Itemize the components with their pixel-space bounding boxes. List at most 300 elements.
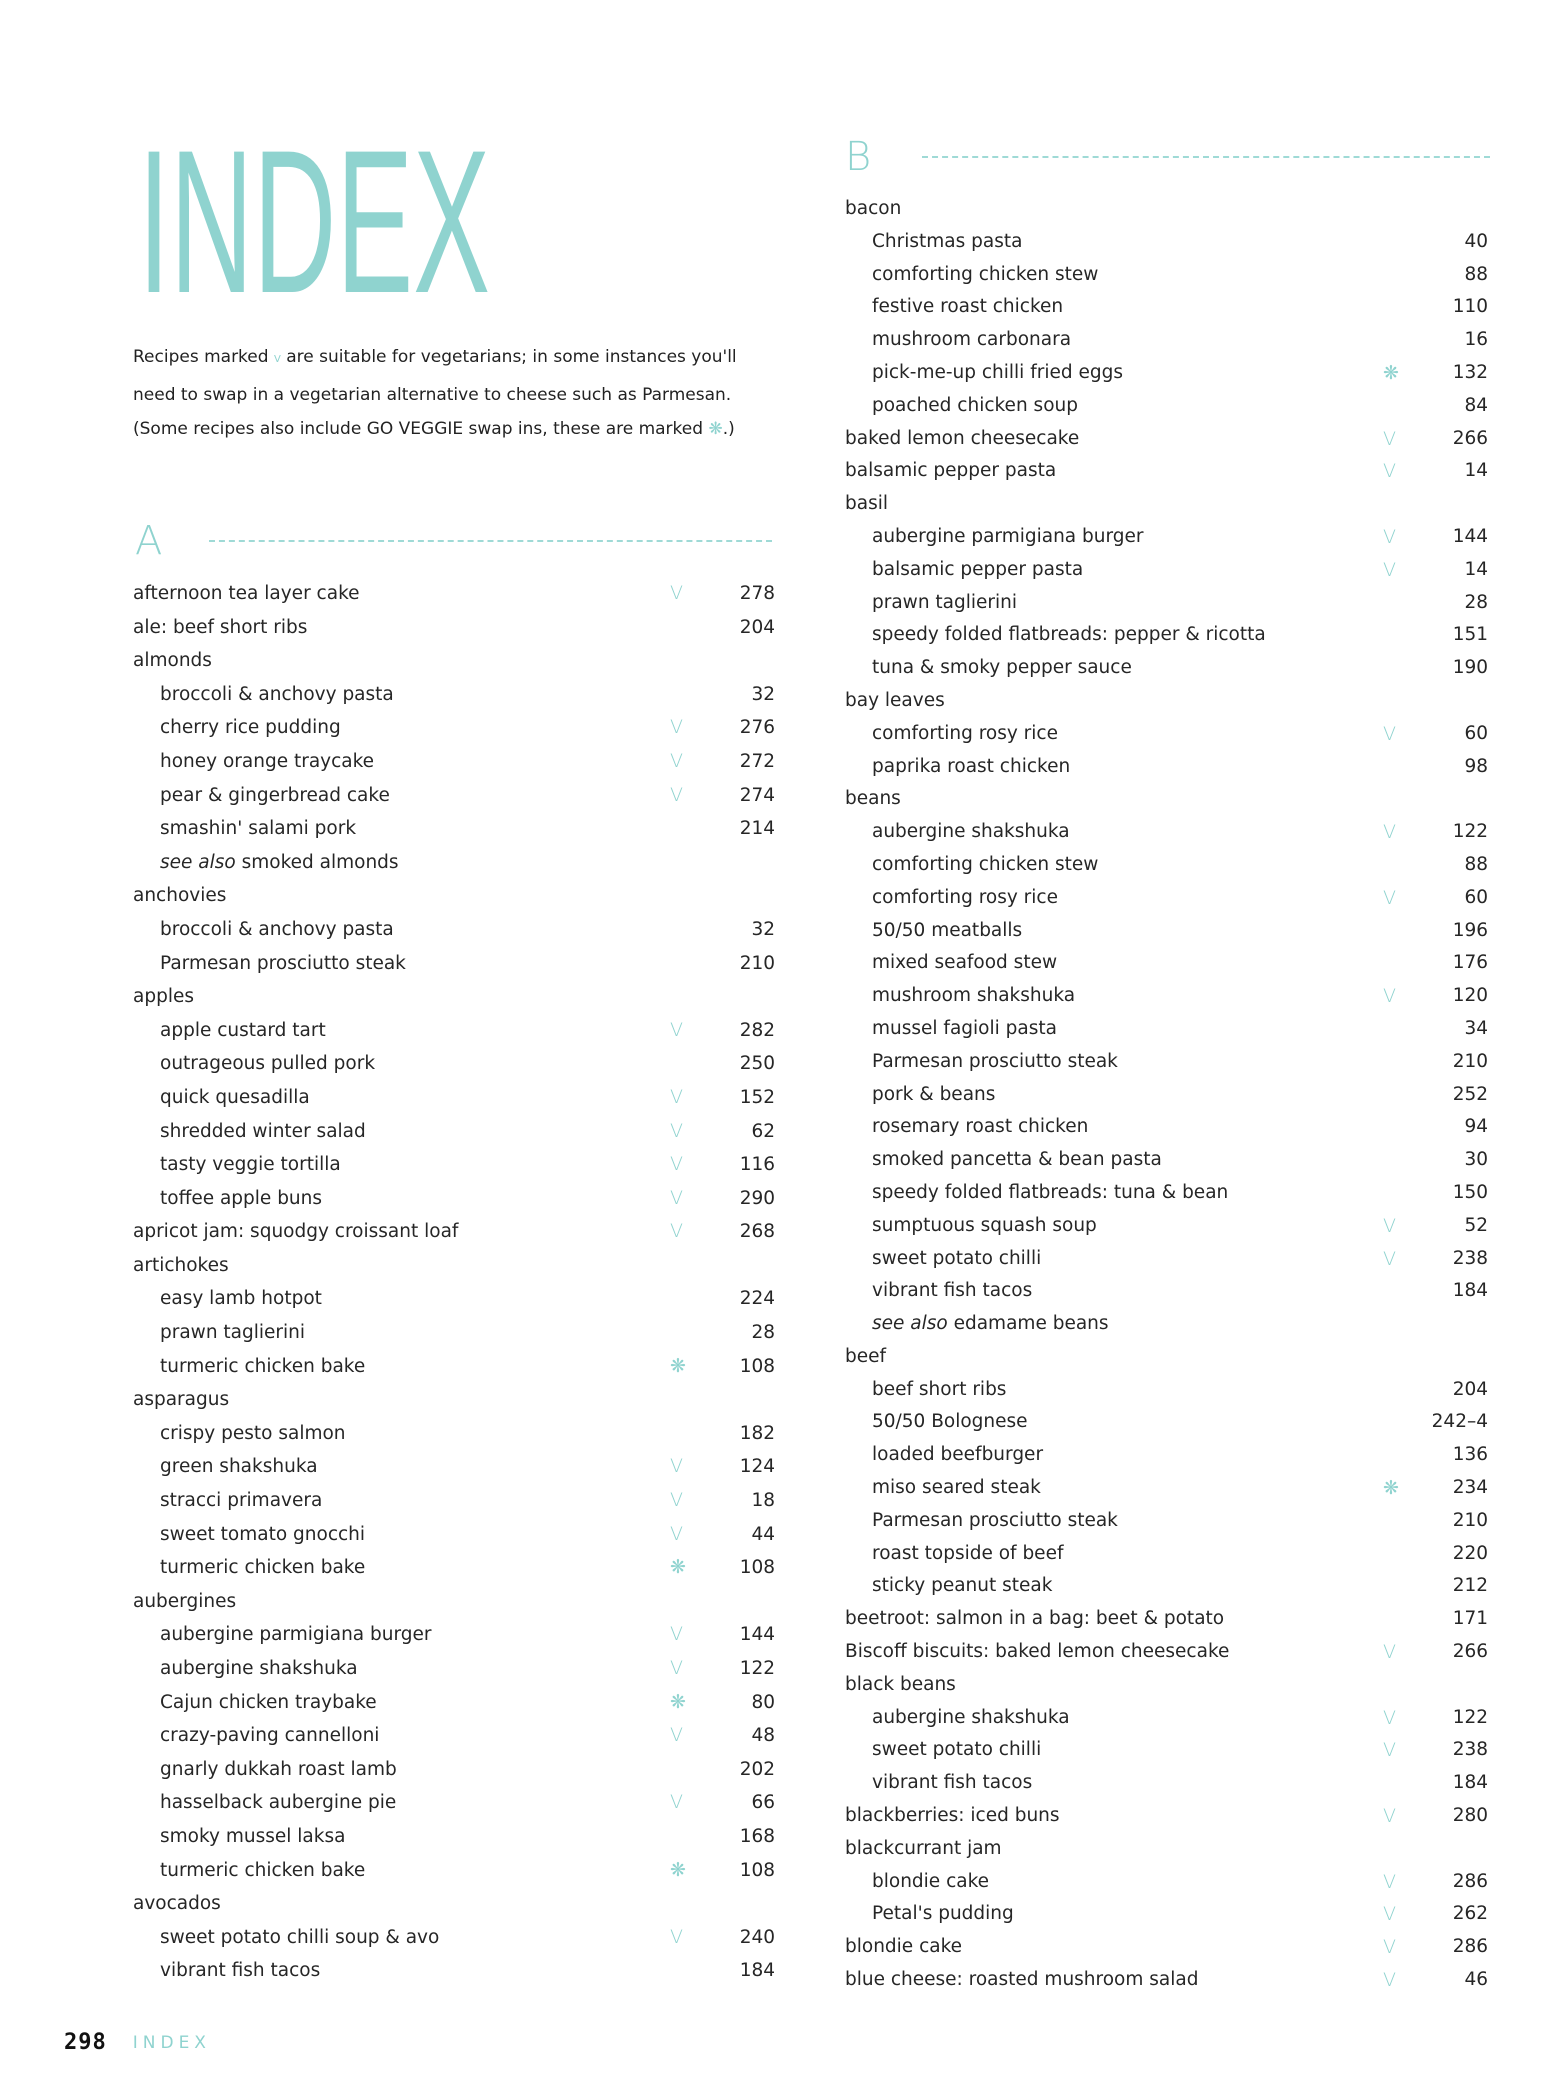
entry-name: apricot jam: squodgy croissant loaf — [133, 1221, 459, 1243]
entry-name: blondie cake — [845, 1936, 963, 1958]
entry-name: avocados — [133, 1893, 221, 1915]
index-subentry — [845, 1505, 1488, 1538]
page-reference: 210 — [1452, 1509, 1488, 1531]
page-reference: 48 — [751, 1725, 775, 1747]
vegetarian-mark-icon: V — [1383, 821, 1396, 844]
page-reference: 282 — [739, 1019, 775, 1041]
index-subentry — [845, 587, 1488, 620]
section-heading-b — [845, 134, 1490, 180]
intro-text — [133, 340, 773, 447]
entry-name: mussel fagioli pasta — [872, 1017, 1057, 1039]
entry-name: almonds — [133, 650, 212, 672]
index-subentry — [133, 812, 775, 846]
intro-text-part: are suitable for vegetarians; in some instances you'll — [280, 347, 737, 367]
vegetarian-mark-icon: V — [670, 1657, 683, 1679]
page-reference: 136 — [1452, 1444, 1488, 1466]
page-footer — [64, 2030, 211, 2055]
vegetarian-mark-icon: V — [670, 1724, 683, 1747]
entry-name: 50/50 Bolognese — [872, 1411, 1028, 1433]
entry-name: aubergine shakshuka — [872, 1706, 1070, 1728]
page-reference: 84 — [1464, 394, 1488, 416]
vegetarian-mark-icon: V — [670, 1522, 683, 1545]
page-reference: 168 — [739, 1825, 775, 1847]
index-subentry — [133, 1954, 775, 1988]
entry-name: shredded winter salad — [160, 1120, 366, 1142]
page-reference: 122 — [739, 1658, 775, 1679]
entry-name: quick quesadilla — [160, 1086, 310, 1108]
intro-text-part: Recipes marked — [133, 347, 274, 367]
entry-name: gnarly dukkah roast lamb — [160, 1758, 397, 1780]
index-subentry — [133, 1115, 775, 1149]
intro-line-3 — [133, 412, 773, 447]
page-reference: 220 — [1452, 1542, 1488, 1564]
vegetarian-mark-icon: V — [1383, 1903, 1396, 1926]
vegetarian-mark-icon: V — [670, 1623, 683, 1646]
page-reference: 202 — [739, 1758, 775, 1780]
page-reference: 32 — [751, 683, 775, 705]
index-subentry — [133, 947, 775, 981]
entry-name: beans — [845, 788, 901, 810]
entry-name: loaded beefburger — [872, 1444, 1044, 1466]
entry-name: speedy folded flatbreads: pepper & ricotta — [872, 624, 1266, 646]
entry-name: hasselback aubergine pie — [160, 1792, 397, 1814]
vegetarian-mark-icon: V — [670, 1220, 683, 1243]
index-entry — [133, 611, 775, 645]
vegetarian-mark-icon: V — [1383, 985, 1396, 1008]
page-reference: 262 — [1452, 1903, 1488, 1925]
index-subentry — [845, 1308, 1488, 1341]
entry-name: comforting chicken stew — [872, 263, 1099, 285]
page-reference: 98 — [1464, 755, 1488, 777]
entry-name — [160, 846, 399, 880]
entry-name: aubergine shakshuka — [872, 821, 1070, 843]
entry-name: beef — [845, 1345, 887, 1367]
page-reference: 88 — [1464, 853, 1488, 875]
index-subentry — [845, 324, 1488, 357]
vegetarian-mark-icon: V — [670, 1119, 683, 1142]
page-reference: 268 — [739, 1221, 775, 1243]
entry-name: mushroom carbonara — [872, 329, 1072, 351]
page-reference: 16 — [1464, 329, 1488, 351]
see-also-target: smoked almonds — [235, 851, 399, 873]
page-reference: 116 — [739, 1154, 775, 1176]
index-subentry — [845, 947, 1488, 980]
entry-name: mushroom shakshuka — [872, 985, 1076, 1007]
page-reference: 274 — [739, 784, 775, 806]
entry-name — [872, 1308, 1109, 1341]
page-reference: 28 — [1464, 591, 1488, 613]
entry-name: festive roast chicken — [872, 296, 1064, 318]
page-reference: 110 — [1452, 296, 1488, 318]
page-reference: 250 — [739, 1053, 775, 1075]
page-reference: 46 — [1464, 1969, 1488, 1991]
intro-text-part: (Some recipes also include GO VEGGIE swap ins, these are marked — [133, 419, 709, 439]
page-reference: 52 — [1464, 1214, 1488, 1236]
index-subentry — [133, 1551, 775, 1585]
entry-name: toffee apple buns — [160, 1187, 323, 1209]
index-subentry — [845, 751, 1488, 784]
index-subentry — [845, 1177, 1488, 1210]
index-subentry — [133, 1753, 775, 1787]
entry-name: pick-me-up chilli fried eggs — [872, 361, 1123, 383]
entry-name: roast topside of beef — [872, 1542, 1064, 1564]
page-reference: 34 — [1464, 1017, 1488, 1039]
entry-name: ale: beef short ribs — [133, 616, 308, 638]
index-subentry — [133, 846, 775, 880]
intro-line-1 — [133, 340, 773, 378]
index-entry — [845, 1603, 1488, 1636]
entry-name: sweet tomato gnocchi — [160, 1523, 366, 1545]
index-subentry — [133, 1148, 775, 1182]
page-reference: 286 — [1452, 1870, 1488, 1892]
index-subentry — [133, 1417, 775, 1451]
index-subentry — [845, 718, 1488, 751]
entry-name: sticky peanut steak — [872, 1575, 1053, 1597]
page-reference: 66 — [751, 1792, 775, 1814]
index-subentry — [133, 1014, 775, 1048]
page-reference: 212 — [1452, 1575, 1488, 1597]
entry-name: aubergine parmigiana burger — [872, 525, 1144, 547]
entry-name: apples — [133, 986, 194, 1008]
entry-name: Cajun chicken traybake — [160, 1691, 377, 1713]
index-subentry — [845, 1013, 1488, 1046]
index-subentry — [845, 1079, 1488, 1112]
entry-name: smashin' salami pork — [160, 818, 357, 840]
entry-name: pork & beans — [872, 1083, 996, 1105]
index-subentry — [845, 1275, 1488, 1308]
page-reference: 280 — [1452, 1805, 1488, 1827]
vegetarian-mark-icon: V — [670, 1489, 683, 1512]
index-subentry — [133, 1652, 775, 1686]
page-reference: 120 — [1452, 985, 1488, 1007]
page-reference: 210 — [739, 952, 775, 974]
intro-text-part: .) — [722, 419, 735, 439]
index-entry — [133, 577, 775, 611]
index-entry — [133, 1887, 775, 1921]
index-entry — [133, 879, 775, 913]
index-subentry — [133, 1618, 775, 1652]
index-entry — [845, 1636, 1488, 1669]
index-subentry — [845, 1538, 1488, 1571]
index-subentry — [133, 711, 775, 745]
index-entry — [133, 1249, 775, 1283]
page-reference: 132 — [1452, 361, 1488, 383]
entry-name: easy lamb hotpot — [160, 1288, 322, 1310]
entry-name: Parmesan prosciutto steak — [872, 1509, 1118, 1531]
page-reference: 152 — [739, 1086, 775, 1108]
entry-name: bacon — [845, 198, 902, 219]
index-subentry — [133, 779, 775, 813]
index-subentry — [845, 1111, 1488, 1144]
index-entry — [845, 1833, 1488, 1866]
vegetarian-mark-icon: V — [1383, 460, 1396, 483]
vegetarian-mark-icon: V — [1383, 1805, 1396, 1828]
page-reference: 108 — [739, 1859, 775, 1881]
page-reference: 14 — [1464, 558, 1488, 580]
page-reference: 240 — [739, 1926, 775, 1948]
index-subentry — [845, 619, 1488, 652]
index-subentry — [133, 1719, 775, 1753]
page-reference: 40 — [1464, 230, 1488, 252]
entry-name: blackcurrant jam — [845, 1837, 1002, 1859]
entry-name: beetroot: salmon in a bag: beet & potato — [845, 1608, 1225, 1630]
page-reference: 171 — [1452, 1608, 1488, 1630]
index-subentry — [133, 1350, 775, 1384]
vegetarian-mark-icon: V — [1383, 722, 1396, 745]
entry-name: asparagus — [133, 1389, 230, 1411]
vegetarian-mark-icon: V — [273, 354, 281, 365]
index-entry — [845, 1669, 1488, 1702]
page-reference: 204 — [1452, 1378, 1488, 1400]
index-subentry — [133, 1854, 775, 1888]
index-subentry — [133, 678, 775, 712]
vegetarian-mark-icon: V — [670, 1085, 683, 1108]
page-reference: 266 — [1452, 427, 1488, 449]
page-reference: 234 — [1452, 1477, 1488, 1499]
page-reference: 122 — [1452, 821, 1488, 843]
entry-name: vibrant fish tacos — [160, 1960, 321, 1982]
page-reference: 18 — [751, 1490, 775, 1512]
page-reference: 108 — [739, 1557, 775, 1579]
page-reference: 44 — [751, 1523, 775, 1545]
index-subentry — [845, 1898, 1488, 1931]
page-title-text: INDEX — [138, 108, 490, 336]
page-reference: 176 — [1452, 952, 1488, 974]
entry-name: Christmas pasta — [872, 230, 1023, 252]
page-reference: 60 — [1464, 722, 1488, 744]
section-letter: B — [845, 134, 872, 180]
entry-name: anchovies — [133, 885, 227, 907]
page-reference: 286 — [1452, 1936, 1488, 1958]
entry-name: comforting rosy rice — [872, 722, 1058, 744]
entry-name: vibrant fish tacos — [872, 1280, 1033, 1302]
entry-name: mixed seafood stew — [872, 952, 1058, 974]
page-reference: 184 — [1452, 1772, 1488, 1794]
page-reference: 238 — [1452, 1739, 1488, 1761]
index-subentry — [133, 1282, 775, 1316]
go-veggie-mark-icon: ❋ — [670, 1858, 686, 1881]
index-subentry — [845, 1702, 1488, 1735]
go-veggie-mark-icon: ❋ — [670, 1690, 686, 1713]
see-also-target: edamame beans — [947, 1313, 1109, 1335]
entry-name: tasty veggie tortilla — [160, 1154, 341, 1176]
see-also-label: see also — [160, 851, 236, 873]
page-reference: 151 — [1452, 624, 1488, 646]
entry-name: blue cheese: roasted mushroom salad — [845, 1969, 1199, 1991]
index-subentry — [133, 1518, 775, 1552]
index-entry — [845, 1931, 1488, 1964]
entry-name: prawn taglierini — [872, 591, 1018, 613]
page-reference: 238 — [1452, 1247, 1488, 1269]
entry-name: green shakshuka — [160, 1456, 318, 1478]
section-letter: A — [135, 518, 163, 564]
index-subentry — [845, 915, 1488, 948]
index-subentry — [845, 390, 1488, 423]
vegetarian-mark-icon: V — [1383, 525, 1396, 548]
page-reference: 276 — [739, 717, 775, 739]
entry-name: bay leaves — [845, 689, 945, 711]
page-reference: 30 — [1464, 1149, 1488, 1171]
go-veggie-mark-icon: ❋ — [670, 1354, 686, 1377]
page-reference: 108 — [739, 1355, 775, 1377]
vegetarian-mark-icon: V — [1383, 1247, 1396, 1270]
entry-name: paprika roast chicken — [872, 755, 1071, 777]
vegetarian-mark-icon: V — [670, 783, 683, 806]
entry-name: turmeric chicken bake — [160, 1557, 366, 1579]
entry-name: balsamic pepper pasta — [872, 558, 1084, 580]
index-subentry — [845, 816, 1488, 849]
entry-name: artichokes — [133, 1254, 229, 1276]
index-subentry — [133, 1182, 775, 1216]
entry-name: Biscoff biscuits: baked lemon cheesecake — [845, 1641, 1230, 1663]
page-reference: 278 — [739, 583, 775, 604]
vegetarian-mark-icon: V — [670, 1186, 683, 1209]
page-reference: 80 — [751, 1691, 775, 1713]
entry-name: balsamic pepper pasta — [845, 460, 1057, 482]
go-veggie-mark-icon: ❋ — [1383, 361, 1399, 384]
index-subentry — [845, 882, 1488, 915]
index-subentry — [845, 1866, 1488, 1899]
page-reference: 62 — [751, 1120, 775, 1142]
index-subentry — [133, 1081, 775, 1115]
page-reference: 242–4 — [1431, 1411, 1488, 1433]
index-entry — [845, 488, 1488, 521]
entry-name: baked lemon cheesecake — [845, 427, 1080, 449]
page-reference: 252 — [1452, 1083, 1488, 1105]
entry-name: aubergines — [133, 1590, 237, 1612]
entry-name: turmeric chicken bake — [160, 1355, 366, 1377]
index-subentry — [845, 849, 1488, 882]
index-list-b — [845, 193, 1488, 1997]
entry-name: Parmesan prosciutto steak — [872, 1050, 1118, 1072]
intro-line-2: need to swap in a vegetarian alternative to cheese such as Parmesan. — [133, 384, 732, 405]
page-reference: 196 — [1452, 919, 1488, 941]
go-veggie-mark-icon: ❋ — [670, 1556, 686, 1579]
index-subentry — [845, 1439, 1488, 1472]
page-reference: 88 — [1464, 263, 1488, 285]
go-veggie-mark-icon: ❋ — [1383, 1477, 1399, 1500]
page-reference: 60 — [1464, 886, 1488, 908]
page-title — [136, 108, 496, 336]
entry-name: outrageous pulled pork — [160, 1053, 376, 1075]
index-subentry — [845, 521, 1488, 554]
vegetarian-mark-icon: V — [1383, 558, 1396, 581]
vegetarian-mark-icon: V — [1383, 1214, 1396, 1237]
page-reference: 224 — [739, 1288, 775, 1310]
page-reference: 122 — [1452, 1706, 1488, 1728]
entry-name: tuna & smoky pepper sauce — [872, 657, 1132, 679]
entry-name: miso seared steak — [872, 1477, 1041, 1499]
index-subentry — [133, 1450, 775, 1484]
footer-label: INDEX — [132, 2032, 211, 2053]
page-reference: 144 — [739, 1624, 775, 1646]
page-reference: 190 — [1452, 657, 1488, 679]
index-list-a — [133, 577, 775, 1988]
entry-name: sumptuous squash soup — [872, 1214, 1097, 1236]
page-reference: 144 — [1452, 525, 1488, 547]
index-subentry — [133, 1921, 775, 1955]
entry-name: blondie cake — [872, 1870, 990, 1892]
index-subentry — [845, 1767, 1488, 1800]
page-reference: 150 — [1452, 1181, 1488, 1203]
index-entry — [133, 980, 775, 1014]
index-entry — [133, 644, 775, 678]
index-subentry — [845, 554, 1488, 587]
index-subentry — [845, 1734, 1488, 1767]
entry-name: turmeric chicken bake — [160, 1859, 366, 1881]
index-subentry — [845, 1472, 1488, 1505]
see-also-label: see also — [872, 1313, 948, 1335]
page-reference: 290 — [739, 1187, 775, 1209]
vegetarian-mark-icon: V — [1383, 427, 1396, 450]
index-subentry — [845, 1406, 1488, 1439]
index-subentry — [133, 913, 775, 947]
page-reference: 266 — [1452, 1641, 1488, 1663]
vegetarian-mark-icon: V — [670, 582, 683, 604]
vegetarian-mark-icon: V — [670, 1153, 683, 1176]
page-number: 298 — [64, 2030, 107, 2055]
page-reference: 94 — [1464, 1116, 1488, 1138]
section-heading-a — [135, 518, 772, 564]
vegetarian-mark-icon: V — [670, 1925, 683, 1948]
entry-name: sweet potato chilli — [872, 1247, 1042, 1269]
index-entry — [845, 193, 1488, 226]
index-subentry — [845, 357, 1488, 390]
section-divider — [209, 540, 772, 542]
entry-name: Petal's pudding — [872, 1903, 1014, 1925]
index-subentry — [133, 1316, 775, 1350]
index-subentry — [133, 1484, 775, 1518]
page-reference: 182 — [739, 1422, 775, 1444]
page-reference: 184 — [1452, 1280, 1488, 1302]
index-subentry — [845, 259, 1488, 292]
index-entry — [845, 1964, 1488, 1997]
index-subentry — [133, 1820, 775, 1854]
entry-name: basil — [845, 493, 888, 515]
entry-name: crazy-paving cannelloni — [160, 1725, 380, 1747]
index-subentry — [845, 1144, 1488, 1177]
page-reference: 32 — [751, 918, 775, 940]
entry-name: comforting rosy rice — [872, 886, 1058, 908]
entry-name: cherry rice pudding — [160, 717, 341, 739]
entry-name: Parmesan prosciutto steak — [160, 952, 406, 974]
entry-name: black beans — [845, 1673, 956, 1695]
go-veggie-mark-icon: ❋ — [708, 419, 723, 439]
index-subentry — [133, 1686, 775, 1720]
index-entry — [845, 455, 1488, 488]
page-reference: 184 — [739, 1960, 775, 1982]
entry-name: afternoon tea layer cake — [133, 583, 360, 604]
entry-name: prawn taglierini — [160, 1322, 306, 1344]
page-reference: 210 — [1452, 1050, 1488, 1072]
index-subentry — [133, 745, 775, 779]
index-subentry — [845, 226, 1488, 259]
vegetarian-mark-icon: V — [670, 749, 683, 772]
page-reference: 214 — [739, 818, 775, 840]
index-subentry — [845, 1046, 1488, 1079]
vegetarian-mark-icon: V — [1383, 1870, 1396, 1893]
index-subentry — [845, 1374, 1488, 1407]
entry-name: blackberries: iced buns — [845, 1805, 1060, 1827]
vegetarian-mark-icon: V — [1383, 1936, 1396, 1959]
entry-name: honey orange traycake — [160, 750, 375, 772]
entry-name: comforting chicken stew — [872, 853, 1099, 875]
index-subentry — [845, 1243, 1488, 1276]
index-entry — [845, 1341, 1488, 1374]
page-reference: 124 — [739, 1456, 775, 1478]
index-subentry — [133, 1786, 775, 1820]
index-subentry — [845, 980, 1488, 1013]
